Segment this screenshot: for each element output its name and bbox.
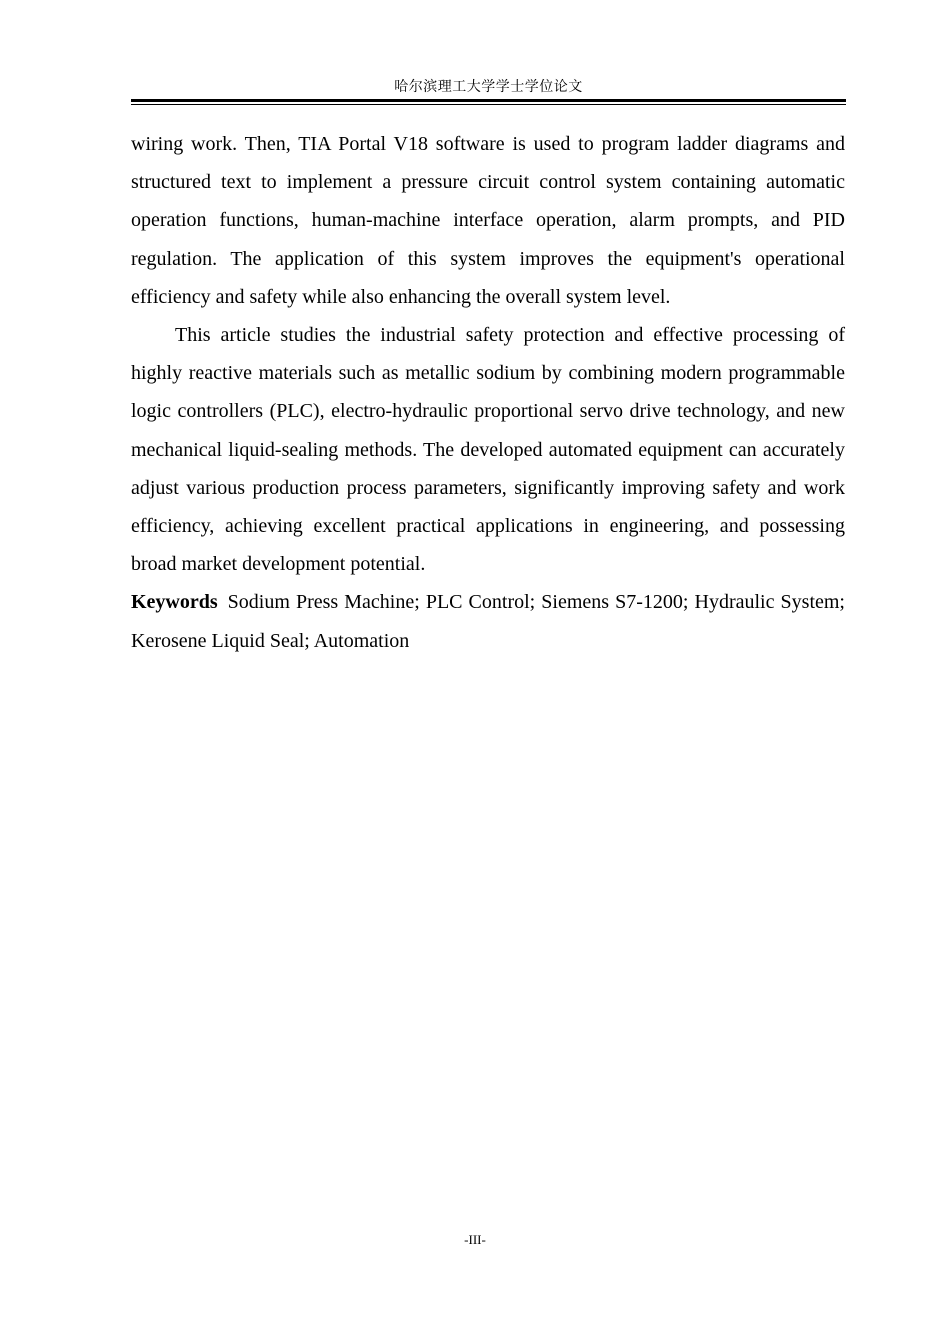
header-rule-thin xyxy=(131,104,846,105)
abstract-paragraph: This article studies the industrial safety protection and effective processing of highly reactive materials such as metallic sodium by combining modern programmable logic controllers (PLC), electro-hydraulic proportional servo drive technology, and new mechanical liquid-sealing methods. The developed automated equipment can accurately adjust various production process parameters, significantly improving safety and work efficiency, achieving excellent practical applications in engineering, and possessing broad market development potential. xyxy=(131,324,845,576)
abstract-body xyxy=(131,125,845,660)
abstract-paragraph-continued: wiring work. Then, TIA Portal V18 software is used to program ladder diagrams and structured text to implement a pressure circuit control system containing automatic operation functions, human-machine interface operation, alarm prompts, and PID regulation. The application of this system improves the equipment's operational efficiency and safety while also enhancing the overall system level. xyxy=(131,133,845,308)
running-header: 哈尔滨理工大学学士学位论文 xyxy=(394,80,583,95)
page-number: -III- xyxy=(464,1232,486,1247)
keywords-line xyxy=(131,583,845,659)
header-rule-thick xyxy=(131,99,846,102)
header-double-rule xyxy=(131,99,846,105)
keywords-text: Sodium Press Machine; PLC Control; Siemens S7-1200; Hydraulic System; Kerosene Liquid Seal; Automation xyxy=(131,591,845,652)
keywords-label: Keywords xyxy=(131,591,218,614)
